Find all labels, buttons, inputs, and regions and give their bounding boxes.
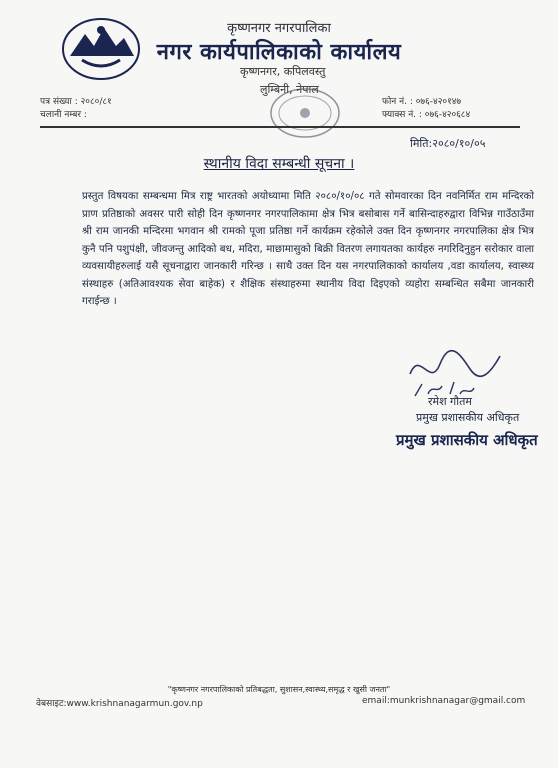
signatory-name: रमेश गौतम xyxy=(428,395,472,408)
signatory-role: प्रमुख प्रशासकीय अधिकृत xyxy=(416,411,520,424)
letter-reference xyxy=(40,96,112,122)
signatory-role-stamp: प्रमुख प्रशासकीय अधिकृत xyxy=(396,431,538,449)
municipality-name: कृष्णनगर नगरपालिका xyxy=(227,21,331,36)
fax-number: फ्याक्स नं. : ०७६-४२०६८४ xyxy=(382,110,471,120)
office-seal-stamp xyxy=(268,86,342,140)
letter-date: मिति:२०८०/१०/०५ xyxy=(410,137,486,150)
address-line-2: लुम्बिनी, नेपाल xyxy=(260,83,319,96)
phone-number: फोन नं. : ०७६-४२०१४७ xyxy=(382,97,462,107)
reference-number: पत्र संख्या : २०८०/८१ xyxy=(40,97,112,107)
letter-body: प्रस्तुत विषयका सम्बन्धमा मित्र राष्ट्र भारतको अयोध्यामा मिति २०८०/१०/०८ गते सोमवारका दिन नवनिर्मित राम मन्दिरको प्राण प्रतिष्ठाको अवसर पारी सोही दिन कृष्णनगर नगरपालिकामा क्षेत्र भित्र बसोबास गर्ने बासिन्दाहरुद्वारा विभिन्न गाउँठाउँमा श्री राम जानकी मन्दिरमा भगवान श्री रामको पूजा प्रतिष्ठा गर्ने कार्यक्रम रहेकोले उक्त दिन कृष्णनगर नगरपालिका क्षेत्र भित्र कुनै पनि पशुपंक्षी, जीवजन्तु आदिको बध, मदिरा, माछामासुको बिक्री वितरण लगायतका कार्यहरु नगरिदिनुहुन सरोकार वाला व्यवसायीहरुलाई यसै सूचनाद्वारा जानकारी गरिन्छ । साथै उक्त दिन यस नगरपालिकाको कार्यालय ,वडा कार्यालय, स्वास्थ्य संस्थाहरु (अतिआवश्यक सेवा बाहेक) र शैक्षिक संस्थाहरुमा स्थानीय विदा दिइएको व्यहोरा सम्बन्धित सबैमा जानकारी गराईन्छ । xyxy=(82,191,534,307)
dispatch-number: चलानी नम्बर : xyxy=(40,110,87,120)
footer-motto: "कृष्णनगर नगरपालिकाको प्रतिबद्धता, सुशासन,स्वास्थ्य,समृद्ध र खुसी जनता" xyxy=(167,685,391,694)
footer-website: वेबसाइट:www.krishnanagarmun.gov.np xyxy=(36,699,203,709)
letter-subject: स्थानीय विदा सम्बन्धी सूचना । xyxy=(203,156,355,172)
address-line-1: कृष्णनगर, कपिलवस्तु xyxy=(240,65,326,78)
header-divider xyxy=(40,126,520,128)
contact-info xyxy=(382,96,470,122)
office-title: नगर कार्यपालिकाको कार्यालय xyxy=(156,40,402,65)
footer-email: email:munkrishnanagar@gmail.com xyxy=(362,696,526,706)
